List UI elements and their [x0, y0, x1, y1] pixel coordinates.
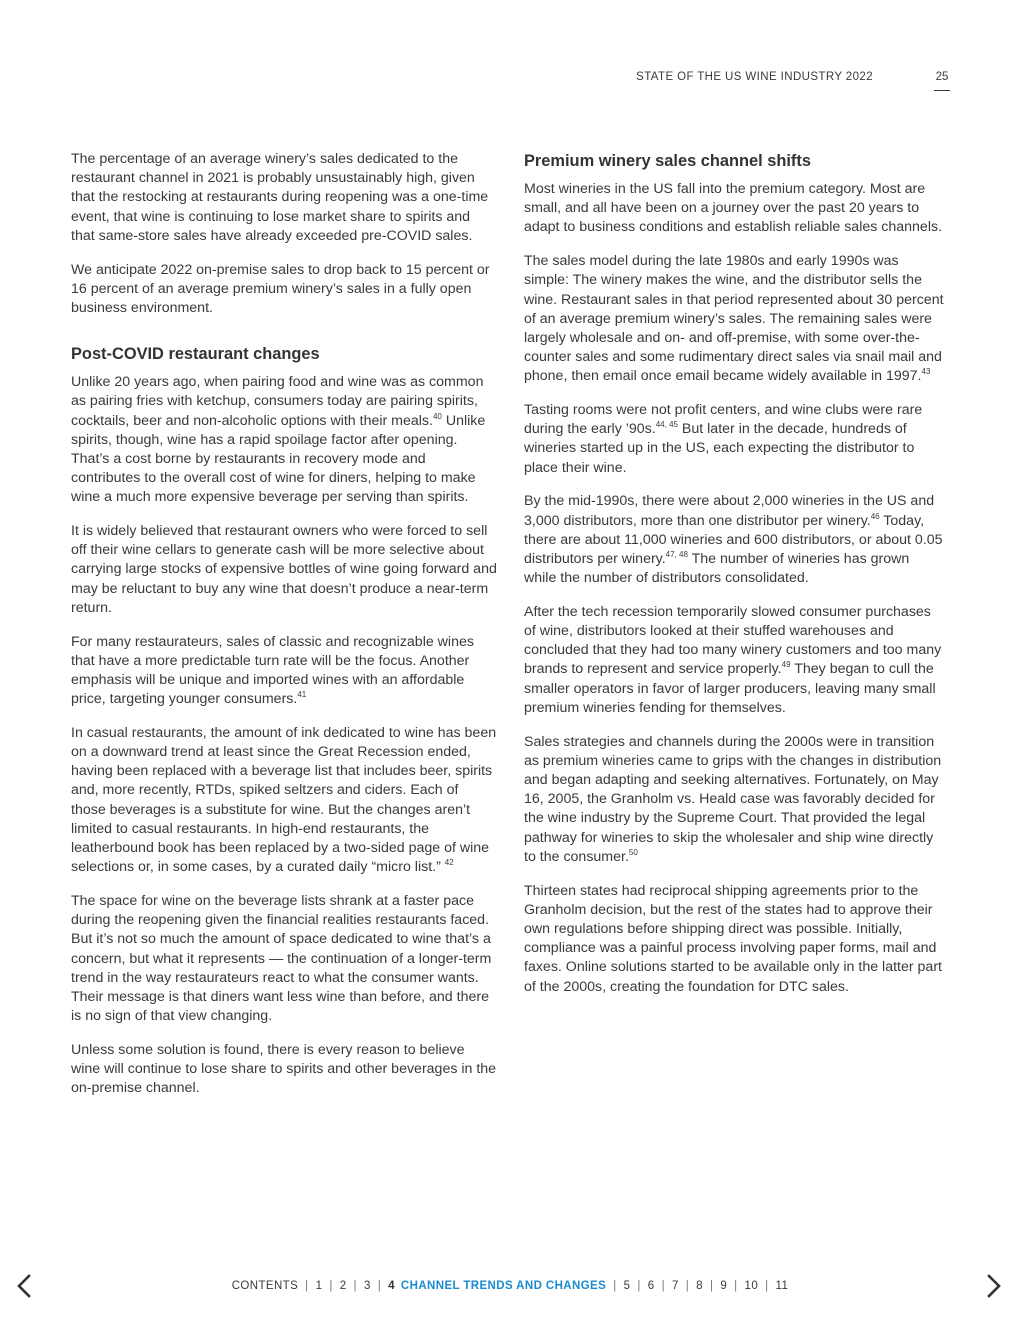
right-column — [524, 151, 944, 1011]
paragraph — [71, 724, 497, 878]
paragraph-text: But later in the decade, hundreds of wineries started up in the US, each expecting the distributor to place their wine. — [524, 421, 915, 476]
nav-separator: | — [661, 1280, 665, 1292]
paragraph-text: Unlike 20 years ago, when pairing food and wine was as common as pairing fries with ketchup, consumers today are pairing spirits, cocktails, beer and non-alcoholic options with their meals. — [71, 374, 484, 429]
paragraph-text: The sales model during the late 1980s and early 1990s was simple: The winery makes the wine, and the distributor sells the wine. Restaurant sales in that period represented about 30 percent of an average premium winery’s sales. The remaining sales were largely wholesale and on- and off-premise, with some over-the-counter sales and some rudimentary direct sales via snail mail and phone, then email once email became widely available in 1997. — [524, 253, 944, 385]
nav-section-link[interactable]: 8 — [696, 1280, 703, 1292]
paragraph-text: The number of wineries has grown while the number of distributors consolidated. — [524, 550, 910, 587]
footnote-ref[interactable]: 41 — [297, 690, 307, 700]
section-navigation — [0, 1280, 1020, 1292]
paragraph-text: They began to cull the smaller operators in favor of larger producers, leaving many small premium wineries fending for themselves. — [524, 661, 936, 716]
nav-separator: | — [377, 1280, 382, 1292]
paragraph-text: Sales strategies and channels during the 2000s were in transition as premium wineries came to grips with the changes in distribution and began adapting and seeking alternatives. Fortunately, on May 16, 2005, the Granholm vs. Heald case was favorably decided for the wine industry by the Supreme Court. That provided the legal pathway for wineries to skip the wholesaler and ship wine directly to the consumer. — [524, 733, 942, 865]
nav-section-link[interactable]: 6 — [647, 1280, 655, 1292]
paragraph: It is widely believed that restaurant owners who were forced to sell off their wine cellars to generate cash will be more selective about carrying large stocks of expensive bottles of wine going forward and may be reluctant to buy any wine that doesn’t produce a near-term return. — [71, 523, 497, 616]
nav-separator: | — [637, 1280, 641, 1292]
footnote-ref[interactable]: 50 — [628, 847, 638, 857]
paragraph-text: Today, there are about 11,000 wineries and 600 distributors, or about 0.05 distributors per winery. — [524, 512, 943, 567]
nav-separator: | — [734, 1280, 738, 1292]
page-number-underline — [934, 90, 950, 91]
footnote-ref[interactable]: 44, 45 — [655, 420, 678, 430]
section-heading: Premium winery sales channel shifts — [524, 152, 811, 170]
paragraph: Most wineries in the US fall into the premium category. Most are small, and all have been on a journey over the past 20 years to adapt to business conditions and establish reliable sales channels. — [524, 181, 943, 236]
footnote-ref[interactable]: 43 — [921, 367, 931, 377]
nav-section-link[interactable]: 2 — [339, 1280, 347, 1292]
nav-section-link[interactable]: 10 — [744, 1280, 759, 1292]
paragraph — [524, 492, 944, 588]
nav-contents-link[interactable]: CONTENTS — [231, 1280, 299, 1292]
paragraph: Unless some solution is found, there is every reason to believe wine will continue to lose share to spirits and other beverages in the on-premise channel. — [71, 1041, 497, 1097]
paragraph: We anticipate 2022 on-premise sales to drop back to 15 percent or 16 percent of an average premium winery’s sales in a fully open business environment. — [71, 261, 490, 316]
nav-separator: | — [329, 1280, 333, 1292]
nav-section-link[interactable]: 3 — [363, 1280, 371, 1292]
footnote-ref[interactable]: 47, 48 — [665, 549, 688, 559]
paragraph: Thirteen states had reciprocal shipping agreements prior to the Granholm decision, but the rest of the states had to approve their own regulations before shipping direct was possible. Initially, compliance was a painful process involving paper forms, mail and faxes. Online solutions started to be available only in the latter part of the 2000s, creating the foundation for DTC sales. — [524, 882, 942, 995]
nav-separator: | — [353, 1280, 357, 1292]
paragraph-text: In casual restaurants, the amount of ink dedicated to wine has been on a downward trend at least since the Great Recession ended, having been replaced with a beverage list that includes beer, spirits and, more recently, RTDs, spiked seltzers and ciders. Each of those beverages is a substitute for wine. But the changes aren’t limited to casual restaurants. In high-end restaurants, the leatherbound book has been replaced by a two-sided page of wine selections or, in some cases, by a curated daily “micro list.” — [71, 724, 497, 876]
footnote-ref[interactable]: 40 — [432, 411, 442, 421]
paragraph-text: Unlike spirits, though, wine has a rapid spoilage factor after opening. That’s a cost borne by restaurants in recovery mode and contributes to the overall cost of wine for diners, helping to make wine a much more expensive beverage per serving than spirits. — [71, 412, 486, 506]
nav-current-section-number[interactable]: 4 — [388, 1280, 395, 1292]
paragraph-text: After the tech recession temporarily slowed consumer purchases of wine, distributors looked at their stuffed warehouses and concluded that they had too many winery customers and too many brands to represent and service properly. — [524, 603, 942, 678]
left-column — [71, 150, 497, 1113]
paragraph — [524, 733, 944, 867]
paragraph-text: Tasting rooms were not profit centers, and wine clubs were rare during the early ’90s. — [524, 402, 923, 438]
nav-separator: | — [305, 1280, 309, 1292]
paragraph-text: For many restaurateurs, sales of classic and recognizable wines that have a more predictable turn rate will be the focus. Another emphasis will be unique and imported wines with an affordable price, targeting younger consumers. — [71, 633, 474, 708]
paragraph — [71, 373, 497, 507]
section-heading: Post-COVID restaurant changes — [71, 345, 320, 364]
paragraph: The percentage of an average winery’s sales dedicated to the restaurant channel in 2021 is probably unsustainably high, given that the restocking at restaurants during reopening was a one-time event, that wine is continuing to lose market share to spirits and that same-store sales have already exceeded pre-COVID sales. — [71, 151, 489, 244]
nav-current-section-label[interactable]: CHANNEL TRENDS AND CHANGES — [400, 1280, 607, 1292]
nav-separator: | — [685, 1280, 690, 1292]
running-header-title: STATE OF THE US WINE INDUSTRY 2022 — [636, 71, 873, 83]
footnote-ref[interactable]: 49 — [781, 660, 791, 670]
footnote-ref[interactable]: 42 — [444, 858, 454, 868]
nav-section-link[interactable]: 11 — [775, 1280, 789, 1292]
nav-separator: | — [613, 1280, 617, 1292]
page-number: 25 — [935, 71, 949, 83]
nav-separator: | — [765, 1280, 769, 1292]
paragraph — [71, 633, 497, 710]
paragraph-text: By the mid-1990s, there were about 2,000 wineries in the US and 3,000 distributors, more than one distributor per winery. — [524, 493, 935, 529]
paragraph — [524, 603, 944, 718]
paragraph — [524, 401, 944, 478]
nav-section-link[interactable]: 9 — [720, 1280, 728, 1292]
paragraph: The space for wine on the beverage lists shrank at a faster pace during the reopening given the financial realities restaurants faced. But it’s not so much the amount of space dedicated to wine that’s a concern, but what it represents — the continuation of a longer-term trend in the way restaurateurs react to what the consumer wants. Their message is that diners want less wine than before, and there is no sign of that view changing. — [71, 893, 492, 1025]
paragraph — [524, 252, 944, 386]
footnote-ref[interactable]: 46 — [870, 511, 880, 521]
nav-separator: | — [709, 1280, 714, 1292]
nav-section-link[interactable]: 7 — [671, 1280, 679, 1292]
nav-section-link[interactable]: 1 — [315, 1280, 323, 1292]
nav-section-link[interactable]: 5 — [623, 1280, 631, 1292]
